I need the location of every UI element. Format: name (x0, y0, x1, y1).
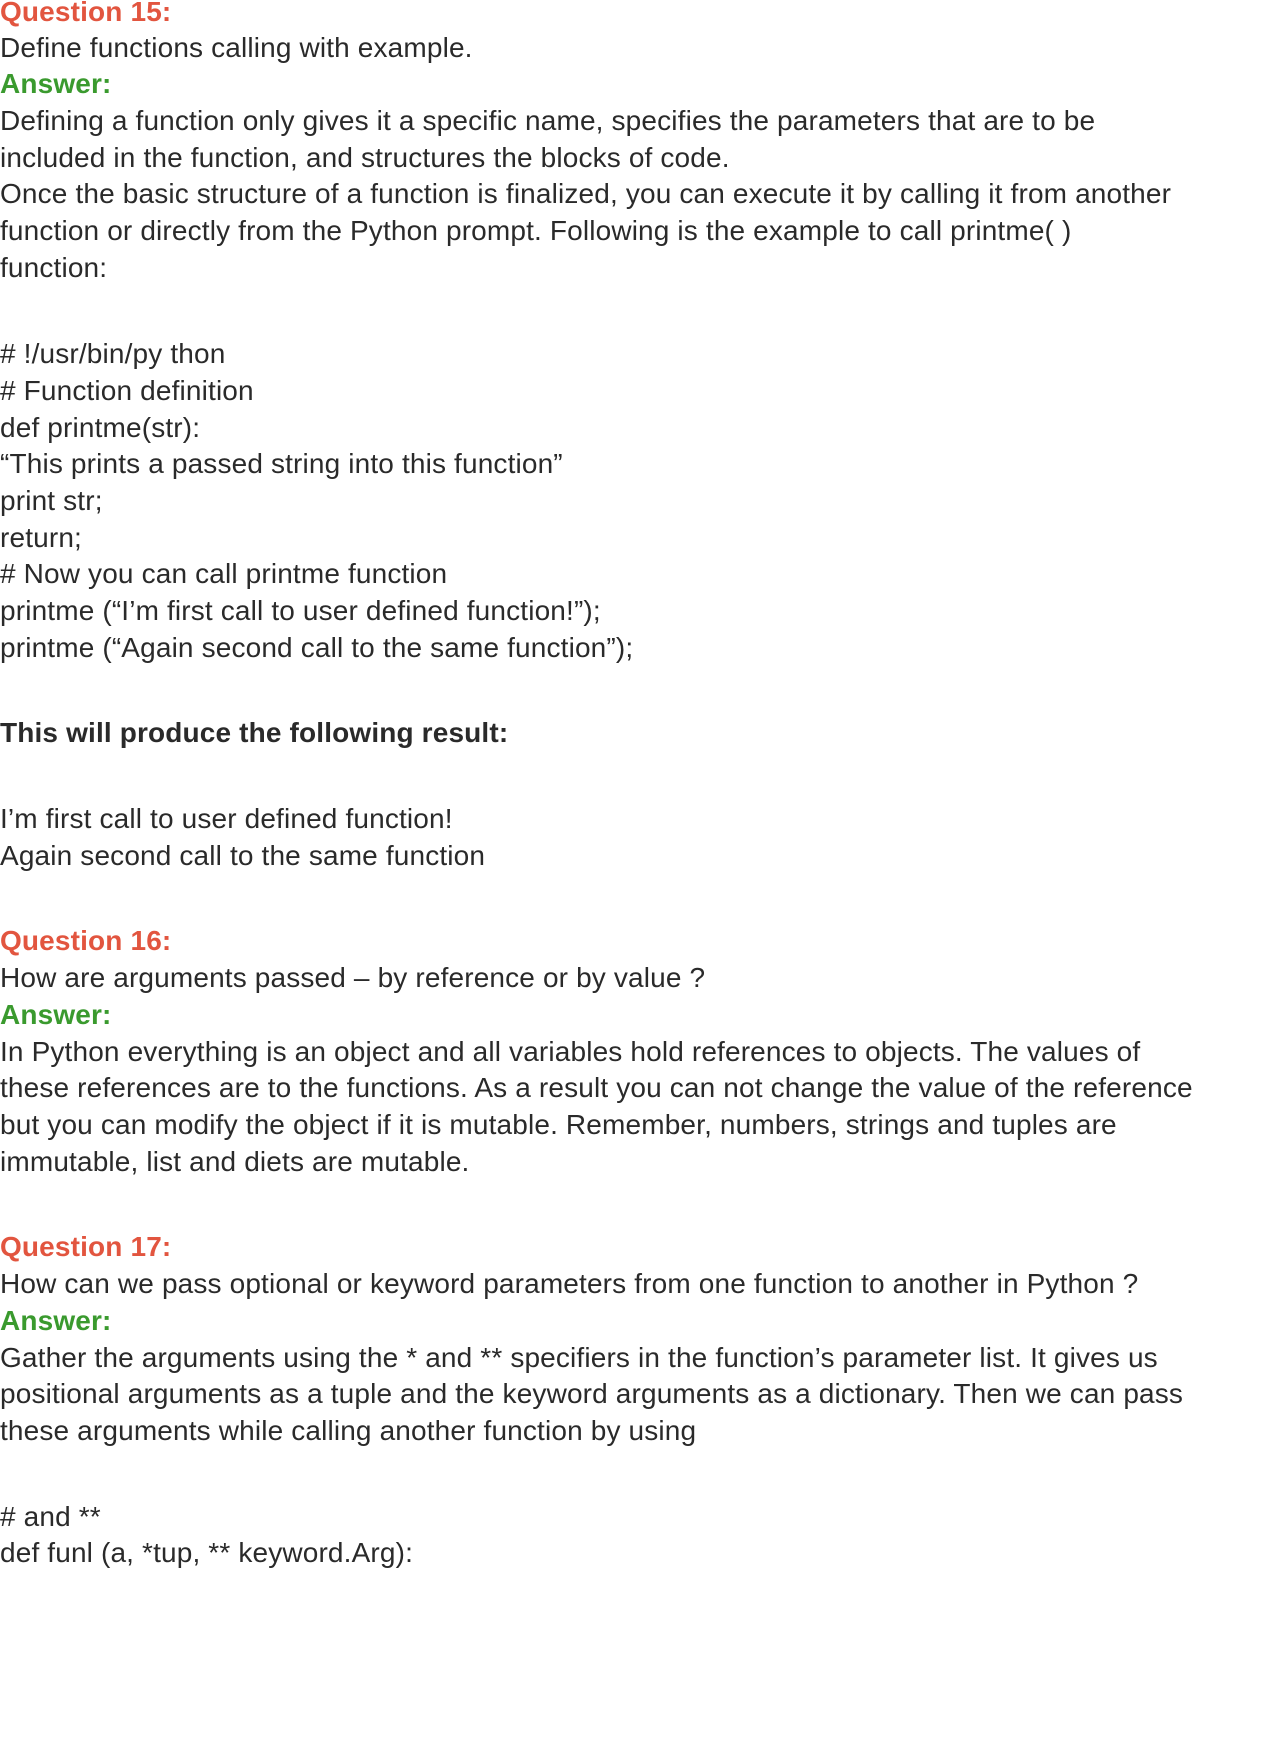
result-heading: This will produce the following result: (0, 717, 509, 748)
answer-15-line: Once the basic structure of a function is finalized, you can execute it by calling it from another (0, 178, 1172, 209)
answer-16-line: but you can modify the object if it is mutable. Remember, numbers, strings and tuples are (0, 1109, 1117, 1140)
question-16-text: How are arguments passed – by reference or by value ? (0, 962, 706, 993)
question-15-text: Define functions calling with example. (0, 32, 473, 63)
code-line: return; (0, 522, 82, 553)
answer-15-line: function or directly from the Python prompt. Following is the example to call printme( ) (0, 215, 1072, 246)
code-line: def printme(str): (0, 412, 201, 443)
answer-15-line: Defining a function only gives it a specific name, specifies the parameters that are to be (0, 105, 1096, 136)
result-line: Again second call to the same function (0, 840, 486, 871)
answer-17-label: Answer: (0, 1305, 112, 1336)
answer-17-line: Gather the arguments using the * and ** specifiers in the function’s parameter list. It gives us (0, 1342, 1158, 1373)
answer-16-line: immutable, list and diets are mutable. (0, 1146, 470, 1177)
code-line: “This prints a passed string into this function” (0, 448, 563, 479)
code-line: def funl (a, *tup, ** keyword.Arg): (0, 1537, 413, 1568)
code-line: # and ** (0, 1501, 101, 1532)
answer-17-line: positional arguments as a tuple and the keyword arguments as a dictionary. Then we can pass (0, 1378, 1184, 1409)
question-15-label: Question 15: (0, 0, 172, 27)
code-line: printme (“Again second call to the same function”); (0, 632, 634, 663)
answer-16-line: In Python everything is an object and all variables hold references to objects. The values of (0, 1036, 1141, 1067)
question-16-label: Question 16: (0, 925, 172, 956)
answer-16-label: Answer: (0, 999, 112, 1030)
answer-17-line: these arguments while calling another function by using (0, 1415, 697, 1446)
code-line: # Function definition (0, 375, 254, 406)
code-line: # Now you can call printme function (0, 558, 448, 589)
question-17-label: Question 17: (0, 1231, 172, 1262)
answer-16-line: these references are to the functions. As a result you can not change the value of the reference (0, 1072, 1193, 1103)
answer-15-line: function: (0, 252, 108, 283)
code-line: printme (“I’m first call to user defined function!”); (0, 595, 601, 626)
answer-15-label: Answer: (0, 68, 112, 99)
answer-15-line: included in the function, and structures the blocks of code. (0, 142, 730, 173)
code-line: # !/usr/bin/py thon (0, 338, 226, 369)
code-line: print str; (0, 485, 103, 516)
question-17-text: How can we pass optional or keyword parameters from one function to another in Python ? (0, 1268, 1139, 1299)
result-line: I’m first call to user defined function! (0, 803, 453, 834)
